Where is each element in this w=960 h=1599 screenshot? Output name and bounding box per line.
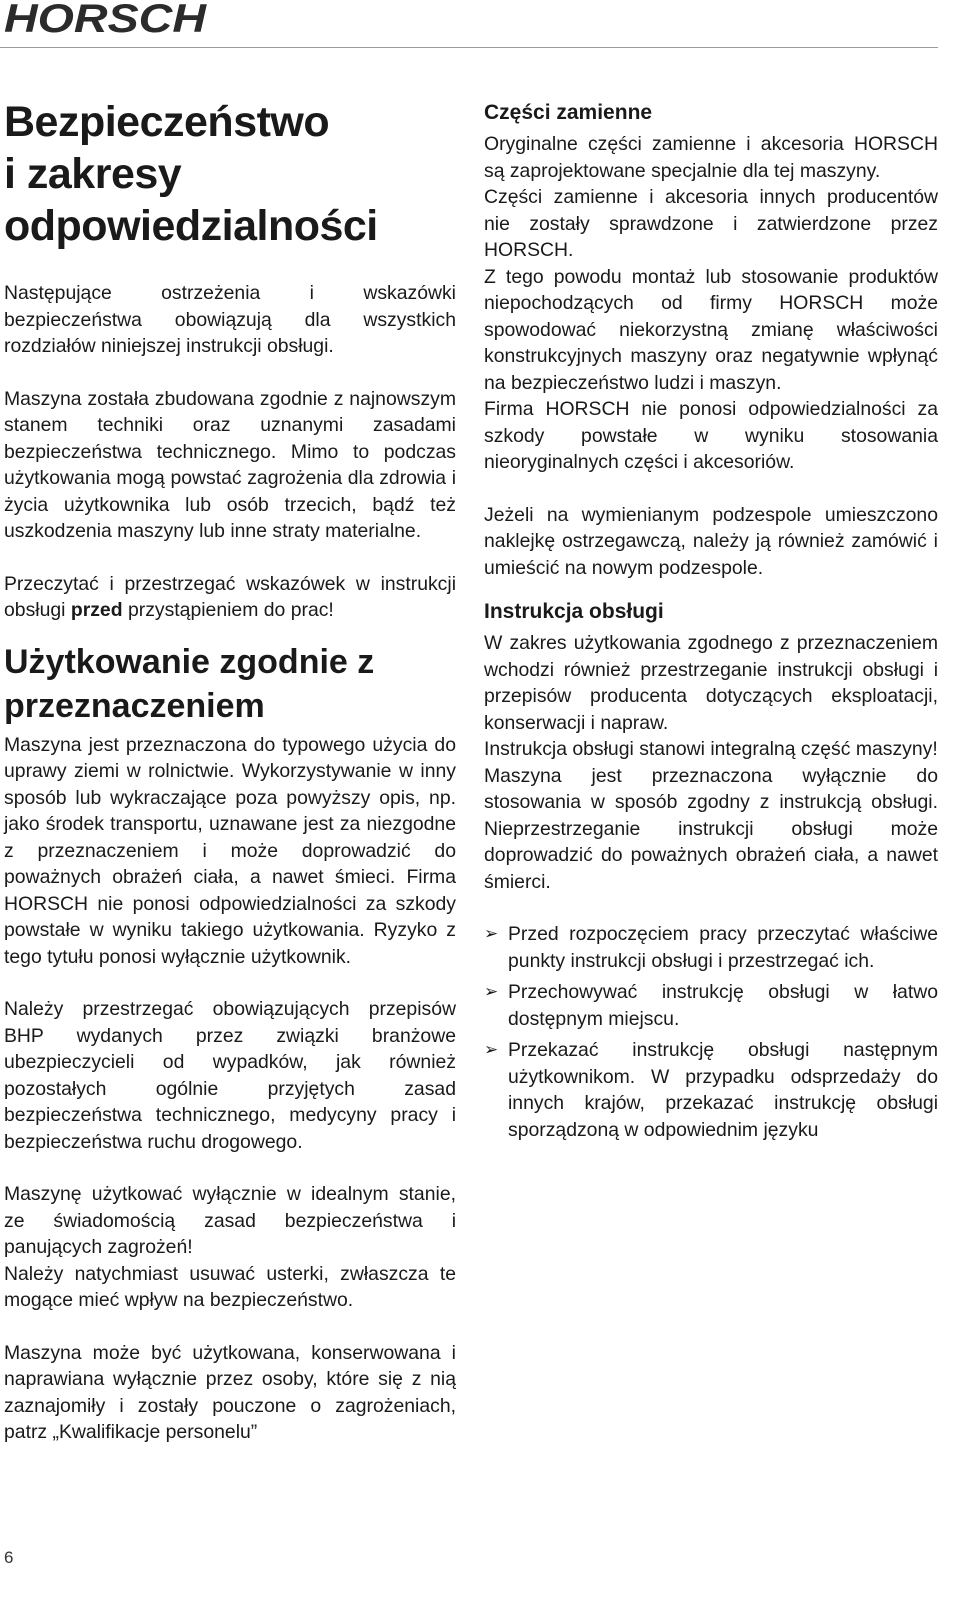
intro-paragraph: Następujące ostrzeżenia i wskazówki bezpieczeństwa obowiązują dla wszystkich rozdziałów niniejszej instrukcji obsługi. bbox=[4, 282, 456, 357]
right-column bbox=[484, 98, 938, 1148]
list-item: ➢ Przechowywać instrukcję obsługi w łatwo dostępnym miejscu. bbox=[484, 981, 938, 1030]
manual-paragraph-2: Instrukcja obsługi stanowi integralną część maszyny! bbox=[484, 738, 938, 760]
title-line-3: odpowiedzialności bbox=[4, 202, 378, 250]
usage-paragraph: Maszyna jest przeznaczona do typowego użycia do uprawy ziemi w rolnictwie. Wykorzystywanie w inny sposób lub wykraczające poza powyższy opis, np. jako środek transportu, uznawane jest za niezgodne z przeznaczeniem i może doprowadzić do poważnych obrażeń ciała, a nawet śmieci. Firma HORSCH nie ponosi odpowiedzialności za szkody powstałe w wyniku takiego użytkowania. Ryzyko z tego tytułu ponosi wyłącznie użytkownik. bbox=[4, 733, 456, 968]
page-number: 6 bbox=[4, 1548, 14, 1567]
parts-paragraph-2: Części zamienne i akcesoria innych producentów nie zostały sprawdzone i zatwierdzone przez HORSCH. bbox=[484, 186, 938, 261]
header-divider bbox=[0, 47, 938, 48]
spare-parts-heading: Części zamienne bbox=[484, 101, 653, 124]
faults-paragraph: Należy natychmiast usuwać usterki, zwłaszcza te mogące mieć wpływ na bezpieczeństwo. bbox=[4, 1262, 456, 1311]
machine-built-paragraph: Maszyna została zbudowana zgodnie z najnowszym stanem techniki oraz uznanymi zasadami bezpieczeństwa technicznego. Mimo to podczas użytkowania mogą powstać zagrożenia dla zdrowia i życia użytkownika lub osób trzecich, bądź też uszkodzenia maszyny lub inne straty materialne. bbox=[4, 387, 456, 542]
horsch-logo bbox=[4, 0, 208, 38]
left-column bbox=[4, 96, 456, 1446]
parts-paragraph-3: Z tego powodu montaż lub stosowanie produktów niepochodzących od firmy HORSCH może spowodować niekorzystną zmianę właściwości konstrukcyjnych maszyny oraz negatywnie wpłynąć na bezpieczeństwo ludzi i maszyn. bbox=[484, 265, 938, 394]
title-line-1: Bezpieczeństwo bbox=[4, 98, 330, 146]
parts-paragraph-4: Firma HORSCH nie ponosi odpowiedzialności za szkody powstałe w wyniku stosowania nieoryginalnych części i akcesoriów. bbox=[484, 398, 938, 473]
ideal-condition-paragraph: Maszynę użytkować wyłącznie w idealnym stanie, ze świadomością zasad bezpieczeństwa i panujących zagrożeń! bbox=[4, 1183, 456, 1258]
arrow-bullet-icon: ➢ bbox=[484, 1040, 499, 1059]
read-before-paragraph bbox=[4, 571, 456, 624]
logo-text: HORSCH bbox=[4, 0, 208, 38]
read-before-bold: przed bbox=[70, 599, 123, 621]
list-item: ➢ Przed rozpoczęciem pracy przeczytać właściwe punkty instrukcji obsługi i przestrzegać ich. bbox=[484, 923, 938, 972]
arrow-bullet-icon: ➢ bbox=[484, 982, 499, 1001]
list-item: ➢ Przekazać instrukcję obsługi następnym użytkownikom. W przypadku odsprzedaży do innych krajów, przekazać instrukcję obsługi sporządzoną w odpowiednim języku bbox=[484, 1039, 938, 1141]
parts-paragraph-1: Oryginalne części zamienne i akcesoria HORSCH są zaprojektowane specjalnie dla tej maszyny. bbox=[484, 133, 938, 182]
manual-heading: Instrukcja obsługi bbox=[484, 600, 664, 623]
manual-paragraph-1: W zakres użytkowania zgodnego z przeznaczeniem wchodzi również przestrzeganie instrukcji obsługi i przepisów producenta dotyczących eksploatacji, konserwacji i napraw. bbox=[484, 632, 938, 734]
instruction-list bbox=[484, 921, 938, 1143]
page-title bbox=[4, 96, 456, 252]
usage-heading: Użytkowanie zgodnie z przeznaczeniem bbox=[4, 642, 375, 725]
title-line-2: i zakresy bbox=[4, 150, 182, 198]
read-before-post: przystąpieniem do prac! bbox=[122, 599, 334, 621]
read-before-pre: Przeczytać i przestrzegać wskazówek w instrukcji obsługi bbox=[4, 572, 456, 621]
sticker-paragraph: Jeżeli na wymienianym podzespole umieszczono naklejkę ostrzegawczą, należy ją również zamówić i umieścić na nowym podzespole. bbox=[484, 503, 938, 579]
arrow-bullet-icon: ➢ bbox=[484, 924, 499, 943]
persons-paragraph: Maszyna może być użytkowana, konserwowana i naprawiana wyłącznie przez osoby, które się z nią zaznajomiły i zostały pouczone o zagrożeniach, patrz „Kwalifikacje personelu” bbox=[4, 1341, 456, 1443]
bhp-paragraph: Należy przestrzegać obowiązujących przepisów BHP wydanych przez związki branżowe ubezpieczycieli od wypadków, jak również pozostałych ogólnie przyjętych zasad bezpieczeństwa technicznego, medycyny pracy i bezpieczeństwa ruchu drogowego. bbox=[4, 998, 456, 1153]
manual-paragraph-3: Maszyna jest przeznaczona wyłącznie do stosowania w sposób zgodny z instrukcją obsługi. Nieprzestrzeganie instrukcji obsługi może doprowadzić do poważnych obrażeń ciała, a nawet śmierci. bbox=[484, 764, 938, 893]
